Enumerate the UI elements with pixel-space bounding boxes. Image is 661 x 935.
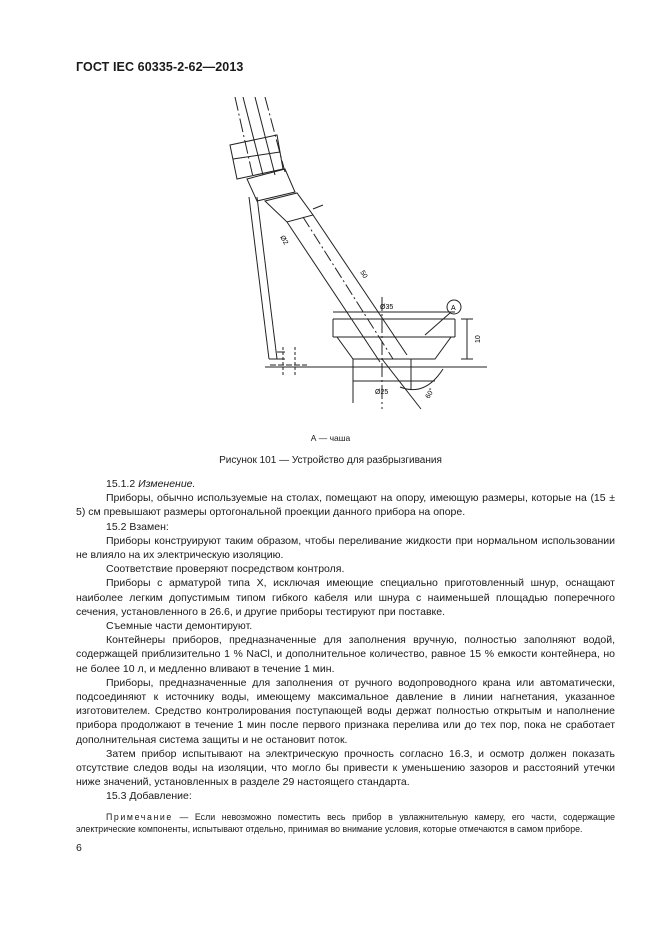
sprayer-drawing	[225, 97, 495, 417]
page-number: 6	[76, 842, 82, 854]
section-number: 15.1.2	[106, 478, 136, 490]
document-header: ГОСТ IEC 60335-2-62—2013	[76, 60, 244, 74]
paragraph-15-1-2	[76, 477, 615, 491]
label-diameter-2: Ø2	[278, 234, 290, 247]
sprayer-drawing-svg	[225, 97, 495, 417]
note-label: Примечание	[106, 811, 173, 822]
paragraph: 15.3 Добавление:	[106, 790, 192, 803]
figure-caption: Рисунок 101 — Устройство для разбрызгивания	[219, 455, 442, 466]
label-marker-a: A	[451, 305, 456, 312]
note	[76, 811, 615, 836]
note-text: — Если невозможно поместить весь прибор в увлажнительную камеру, его части, содержащие электрические компоненты, испытывают отдельно, принимая во внимание условия, которые отмечаются в самом приборе.	[76, 811, 615, 835]
figure-legend: А — чаша	[310, 433, 351, 443]
label-diameter-35: Ø35	[380, 304, 394, 311]
paragraph: Соответствие проверяют посредством контроля.	[106, 563, 345, 576]
section-label: Изменение.	[138, 478, 196, 490]
paragraph: Приборы конструируют таким образом, чтобы переливание жидкости при нормальном использовании не влияло на их электрическую изоляцию.	[76, 534, 615, 562]
label-diameter-25: Ø25	[375, 389, 389, 396]
label-angle-60: 60°	[424, 387, 437, 400]
paragraph: 15.2 Взамен:	[106, 520, 169, 533]
paragraph: Контейнеры приборов, предназначенные для заполнения вручную, полностью заполняют водой, содержащей приблизительно 1 % NaCl, и дополнительное количество, равное 15 % емкости контейнера, но не более 10 л, и медленно вливают в течение 1 мин.	[76, 634, 615, 675]
paragraph: Приборы, предназначенные для заполнения от ручного водопроводного крана или автоматически, подсоединяют к источнику воды, имеющему максимальное давление в линии нагнетания, указанное изготовителем. Средство контролирования поступающей воды держат полностью открытым и наполнение прибора продолжают в течение 1 мин после первого признака перелива или до тех пор, пока не сработает дополнительная система защиты и не остановит поток.	[76, 676, 615, 746]
body-text	[76, 477, 615, 844]
paragraph: Приборы с арматурой типа X, исключая имеющие специально приготовленный шнур, оснащают наиболее легким допустимым типом гибкого кабеля или шнура с наименьшей площадью поперечного сечения, установленного в 26.6, и другие приборы тестируют при поставке.	[76, 577, 615, 618]
paragraph: Съемные части демонтируют.	[106, 620, 253, 633]
paragraph: Затем прибор испытывают на электрическую прочность согласно 16.3, и осмотр должен показать отсутствие следов воды на изоляции, что могло бы привести к уменьшению зазоров и расстояний утечки ниже значений, установленных в разделе 29 настоящего стандарта.	[76, 747, 615, 789]
label-height-10: 10	[475, 335, 482, 343]
label-length-50: 50	[358, 269, 369, 280]
paragraph: Приборы, обычно используемые на столах, помещают на опору, имеющую размеры, которые на (15 ± 5) см превышают размеры ортогональной проекции данного прибора на опоре.	[76, 492, 615, 519]
